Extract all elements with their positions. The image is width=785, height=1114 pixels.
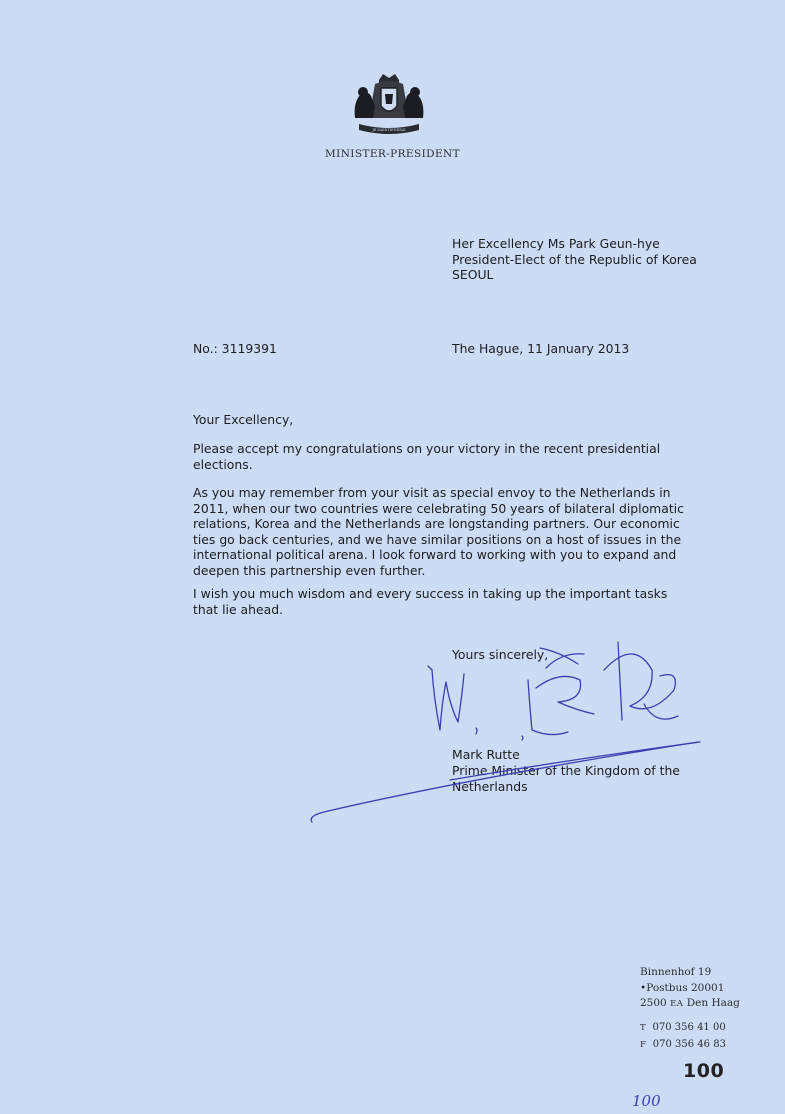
footer-city: Den Haag xyxy=(686,997,740,1009)
salutation: Your Excellency, xyxy=(193,412,294,427)
reference-number: No.: 3119391 xyxy=(193,341,277,356)
recipient-line: SEOUL xyxy=(452,267,494,282)
tel-label: T xyxy=(640,1023,647,1033)
crest-motto: JE MAINTIENDRAI xyxy=(372,128,406,132)
footer-address xyxy=(640,965,740,1013)
footer-contact xyxy=(640,1020,726,1053)
footer-city-line xyxy=(640,996,740,1013)
signatory-name: Mark Rutte xyxy=(452,747,520,762)
stamp-number: 100 xyxy=(683,1060,725,1082)
recipient-line: Her Excellency Ms Park Geun-hye xyxy=(452,236,660,251)
footer-postcode-suffix: EA xyxy=(670,999,684,1009)
recipient-address xyxy=(452,236,697,283)
fax-number: 070 356 46 83 xyxy=(652,1038,726,1050)
footer-fax-line xyxy=(640,1037,726,1054)
closing: Yours sincerely, xyxy=(452,647,549,662)
bullet-icon: • xyxy=(640,981,647,994)
fax-label: F xyxy=(640,1039,647,1050)
footer-postbus-line xyxy=(640,981,740,997)
handwritten-signature-icon xyxy=(300,630,720,830)
footer-postbus: Postbus 20001 xyxy=(646,981,725,994)
footer-tel-line xyxy=(640,1020,726,1037)
handwritten-number-text: 100 xyxy=(632,1092,661,1110)
tel-number: 070 356 41 00 xyxy=(652,1022,726,1033)
coat-of-arms-icon xyxy=(345,72,433,142)
office-heading: MINISTER-PRESIDENT xyxy=(325,148,460,160)
handwritten-number xyxy=(630,1086,678,1110)
body-paragraph: Please accept my congratulations on your victory in the recent presidential elections. xyxy=(193,441,661,472)
place-date: The Hague, 11 January 2013 xyxy=(452,341,630,356)
body-paragraph: I wish you much wisdom and every success in taking up the important tasks that lie ahead. xyxy=(193,586,668,617)
footer-postcode: 2500 xyxy=(640,997,667,1009)
recipient-line: President-Elect of the Republic of Korea xyxy=(452,251,697,267)
body-paragraph: As you may remember from your visit as special envoy to the Netherlands in 2011, when our two countries were celebrating 50 years of bilateral diplomatic relations, Korea and the Netherlands are longstanding partners. Our economic ties go back centuries, and we have similar positions on a host of issues in the international political arena. I look forward to working with you to expand and deepen this partnership even further. xyxy=(193,485,684,578)
footer-street: Binnenhof 19 xyxy=(640,966,712,978)
signatory-title: Prime Minister of the Kingdom of the Netherlands xyxy=(452,763,680,794)
